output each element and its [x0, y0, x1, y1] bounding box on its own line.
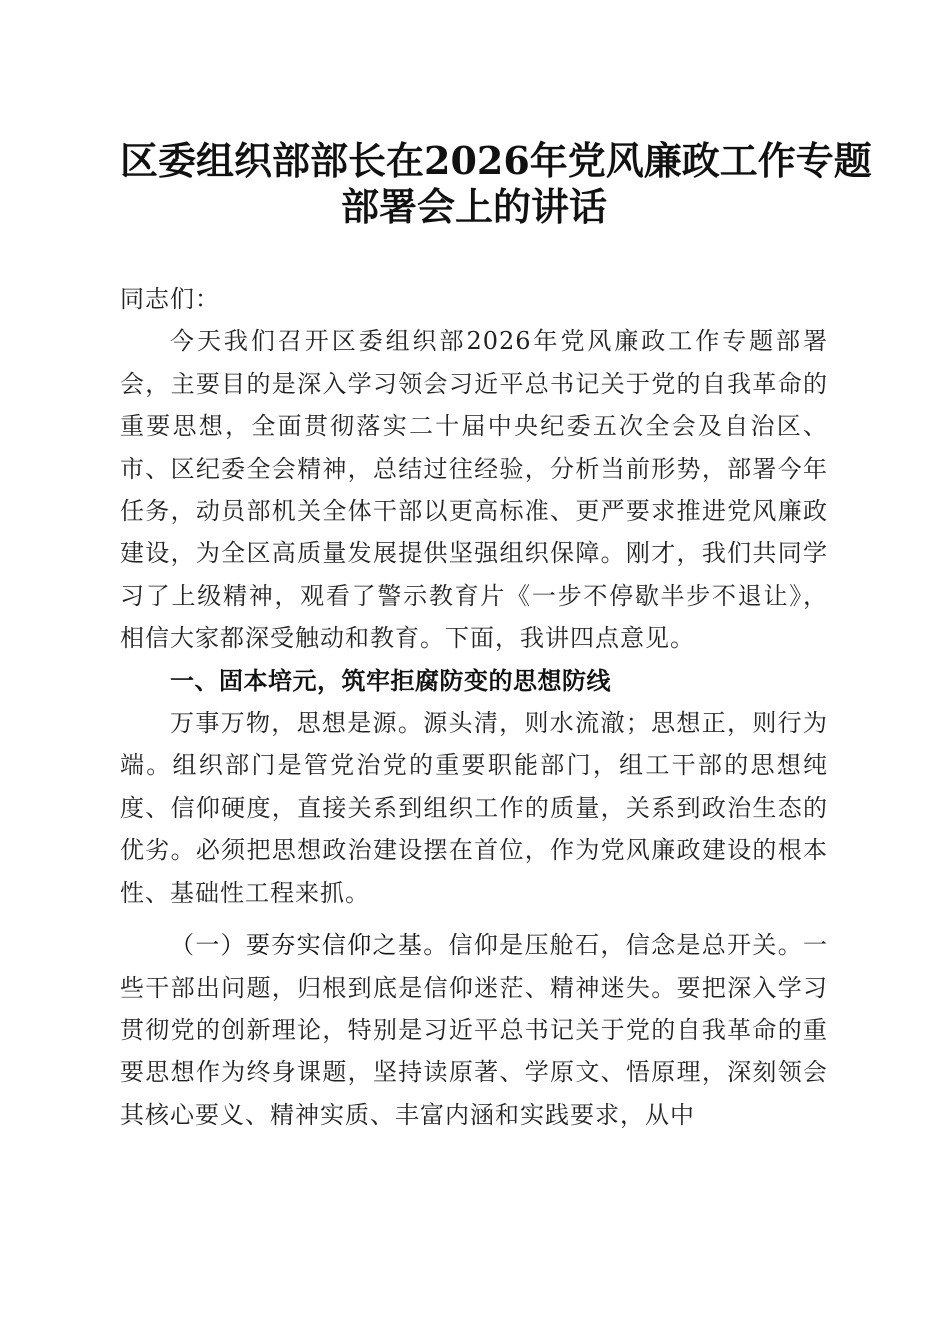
document-body: [120, 278, 828, 1136]
subsection-1-paragraph: [120, 924, 828, 1136]
section-1-paragraph: 万事万物，思想是源。源头清，则水流澈；思想正，则行为端。组织部门是管党治党的重要职能部门，组工干部的思想纯度、信仰硬度，直接关系到组织工作的质量，关系到政治生态的优劣。必须把思想政治建设摆在首位，作为党风廉政建设的根本性、基础性工程来抓。: [120, 709, 828, 907]
paragraph-spacer: [120, 914, 828, 924]
subsection-1-text: 信仰是压舱石，信念是总开关。一些干部出问题，归根到底是信仰迷茫、精神迷失。要把深入学习贯彻党的创新理论，特别是习近平总书记关于党的自我革命的重要思想作为终身课题，坚持读原著、学原文、悟原理，深刻领会其核心要义、精神实质、丰富内涵和实践要求，从中: [120, 931, 829, 1129]
salutation: 同志们：: [120, 285, 220, 313]
document-title: [120, 138, 872, 230]
subsection-1-title: （一）要夯实信仰之基。: [170, 931, 449, 960]
intro-paragraph: 今天我们召开区委组织部2026年党风廉政工作专题部署会，主要目的是深入学习领会习近平总书记关于党的自我革命的重要思想，全面贯彻落实二十届中央纪委五次全会及自治区、市、区纪委全会精神，总结过往经验，分析当前形势，部署今年任务，动员部机关全体干部以更高标准、更严要求推进党风廉政建设，为全区高质量发展提供坚强组织保障。刚才，我们共同学习了上级精神，观看了警示教育片《一步不停歇半步不退让》，相信大家都深受触动和教育。下面，我讲四点意见。: [120, 327, 828, 653]
section-1-heading: 一、固本培元，筑牢拒腐防变的思想防线: [170, 666, 611, 695]
document-page: [120, 138, 872, 1136]
title-line-1: 区委组织部部长在2026年党风廉政工作专题: [120, 138, 872, 183]
title-line-2: 部署会上的讲话: [340, 184, 607, 229]
